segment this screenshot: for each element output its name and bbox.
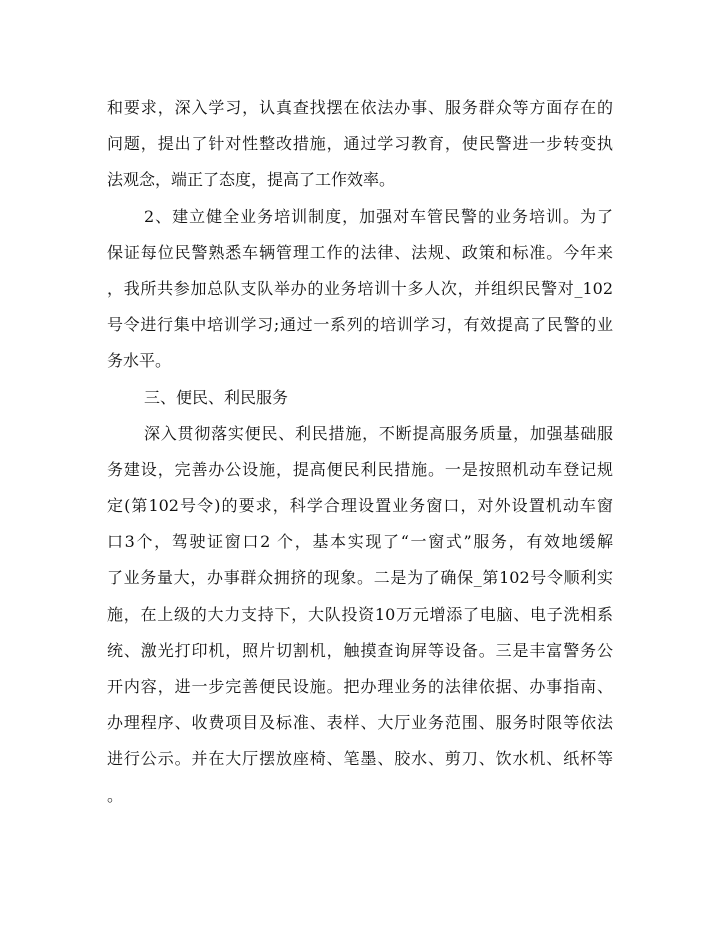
text-line-14: 了业务量大，办事群众拥挤的现象。二是为了确保_第102号令顺利实	[107, 568, 613, 588]
text-line-4: 2、建立健全业务培训制度，加强对车管民警的业务培训。为了	[144, 206, 613, 226]
text-line-12: 定(第102号令)的要求，科学合理设置业务窗口，对外设置机动车窗	[107, 496, 613, 516]
text-line-5: 保证每位民警熟悉车辆管理工作的法律、法规、政策和标准。今年来	[107, 242, 613, 262]
text-line-1: 和要求，深入学习，认真查找摆在依法办事、服务群众等方面存在的	[107, 98, 613, 117]
text-line-10: 深入贯彻落实便民、利民措施，不断提高服务质量，加强基础服	[144, 423, 613, 443]
text-line-19: 进行公示。并在大厅摆放座椅、笔墨、胶水、剪刀、饮水机、纸杯等	[107, 749, 613, 769]
text-line-7: 号令进行集中培训学习;通过一系列的培训学习，有效提高了民警的业	[107, 315, 613, 335]
document-body	[107, 90, 613, 814]
text-line-11: 务建设，完善办公设施，提高便民利民措施。一是按照机动车登记规	[107, 459, 613, 479]
text-line-8: 务水平。	[107, 351, 172, 371]
text-line-16: 统、激光打印机，照片切割机，触摸查询屏等设备。三是丰富警务公	[107, 640, 613, 660]
text-line-13: 口3个，驾驶证窗口2 个，基本实现了“一窗式”服务，有效地缓解	[107, 532, 613, 552]
text-line-17: 开内容，进一步完善便民设施。把办理业务的法律依据、办事指南、	[107, 677, 613, 696]
text-line-2: 问题，提出了针对性整改措施，通过学习教育，使民警进一步转变执	[107, 134, 613, 154]
text-line-6: ，我所共参加总队支队举办的业务培训十多人次，并组织民警对_102	[107, 278, 613, 298]
text-line-15: 施，在上级的大力支持下，大队投资10万元增添了电脑、电子洗相系	[107, 604, 613, 624]
text-line-20: 。	[107, 785, 124, 805]
text-line-3: 法观念，端正了态度，提高了工作效率。	[107, 170, 396, 190]
text-line-18: 办理程序、收费项目及标准、表样、大厅业务范围、服务时限等依法	[107, 713, 613, 733]
section-heading: 三、便民、利民服务	[144, 387, 289, 407]
